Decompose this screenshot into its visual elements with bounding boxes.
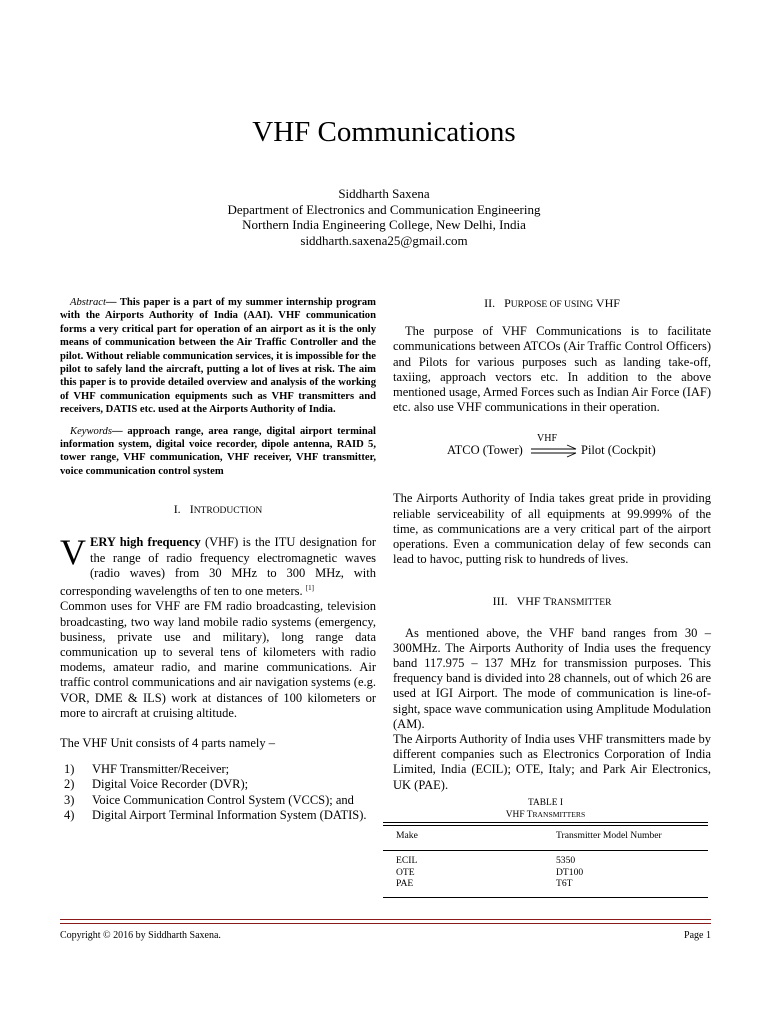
vhf-unit-parts-list bbox=[60, 762, 376, 823]
table-top-rule bbox=[383, 822, 708, 826]
intro-paragraph-3: The VHF Unit consists of 4 parts namely – bbox=[60, 736, 276, 751]
table-header-rule bbox=[383, 850, 708, 851]
list-item: 4) Digital Airport Terminal Information System (DATIS). bbox=[64, 807, 367, 822]
intro-paragraph-2: Common uses for VHF are FM radio broadcasting, television broadcasting, two way land mobile radio systems (emergency, business, private use and military), long range data communication up to several tens of kilometers with radio modems, amateur radio, and marine communications. Air traffic control communications and air navigation systems (e.g. VOR, DME & ILS) work at distances of 100 kilometers or more to aircraft at cruising altitude. bbox=[60, 599, 377, 720]
author-email: siddharth.saxena25@gmail.com bbox=[300, 232, 468, 248]
table-row: ECIL 5350 bbox=[396, 855, 576, 867]
diagram-node-pilot: Pilot (Cockpit) bbox=[581, 443, 656, 458]
diagram-node-atco: ATCO (Tower) bbox=[447, 443, 523, 458]
footer-rule bbox=[60, 919, 711, 924]
heading-rest: NTRODUCTION bbox=[193, 506, 263, 517]
heading-rest: URPOSE OF USING bbox=[510, 300, 594, 310]
table-header-model: Transmitter Model Number bbox=[556, 830, 662, 841]
abstract-label: Abstract bbox=[70, 297, 106, 308]
list-item: 1) VHF Transmitter/Receiver; bbox=[64, 762, 230, 777]
author-department: Department of Electronics and Communication Engineering bbox=[227, 201, 541, 217]
paper-title: VHF Communications bbox=[252, 116, 516, 148]
table-header-row bbox=[383, 830, 708, 841]
diagram-label-vhf: VHF bbox=[537, 433, 558, 445]
purpose-paragraph-1: The purpose of VHF Communications is to facilitate communications between ATCOs (Air Traffic Control Officers) and Pilots for various purposes such as landing take-off, taxiing, approach vectors etc. In addition to the above mentioned usage, Armed Forces such as Indian Air Force (IAF) etc. also use VHF communications in their operation. bbox=[393, 324, 711, 415]
intro-paragraph-1 bbox=[60, 532, 376, 599]
intro-lead-bold: ERY high frequency bbox=[90, 535, 201, 550]
list-item: 3) Voice Communication Control System (VCCS); and bbox=[64, 792, 354, 807]
reference-marker: [1] bbox=[305, 584, 314, 593]
heading-initial: P bbox=[504, 296, 511, 310]
heading-numeral: II. bbox=[484, 296, 496, 310]
table-caption: TABLE I bbox=[528, 798, 563, 808]
abstract bbox=[60, 296, 376, 417]
heading-initial: I bbox=[189, 502, 194, 517]
keywords-text: approach range, area range, digital airport terminal information system, digital voice recorder, dipole antenna, RAID 5, tower range, VHF communication, VHF receiver, VHF transmitter, voice communication control system bbox=[60, 425, 376, 477]
heading-rest: RANSMITTER bbox=[550, 598, 612, 609]
transmitters-table bbox=[383, 798, 708, 898]
abstract-text: This paper is a part of my summer internship program with the Airports Authority of India (AAI). VHF communication forms a very critical part for operation of an airport as it is the only means of communication between the Air Traffic Controller and the pilot. Without reliable communication services, it is impossible for the pilot to safely land the aircraft, putting a lot of lives at risk. The aim this paper is to provide detailed overview and analysis of the working of VHF communication equipments such as VHF transmitters and receivers, DATIS etc. used at the Airports Authority of India. bbox=[60, 297, 376, 416]
abstract-dash: — bbox=[105, 297, 117, 308]
keywords bbox=[60, 425, 376, 479]
section-heading-purpose bbox=[393, 296, 711, 313]
heading-numeral: I. bbox=[173, 502, 181, 517]
author-name: Siddharth Saxena bbox=[338, 186, 430, 201]
table-bottom-rule bbox=[383, 897, 708, 898]
purpose-paragraph-2: The Airports Authority of India takes great pride in providing reliable serviceability of all equipments at 99.999% of the time, as communications are a very critical part of the airport operations. Even a communication delay of few seconds can lead to havoc, putting risk to hundreds of lives. bbox=[393, 491, 711, 567]
heading-tail: VHF bbox=[593, 296, 620, 310]
table-row: PAE T6T bbox=[396, 878, 573, 890]
section-heading-transmitter bbox=[393, 594, 711, 611]
author-block bbox=[0, 186, 768, 248]
list-item: 2) Digital Voice Recorder (DVR); bbox=[64, 777, 249, 792]
heading-numeral: III. bbox=[492, 594, 508, 609]
drop-cap: V bbox=[60, 532, 86, 573]
footer-page-number: Page 1 bbox=[684, 930, 711, 941]
intro-p1-text: (VHF) is the ITU designation for the range of radio frequency electromagnetic waves (radio waves) from 30 MHz to 300 MHz, with corresponding wavelengths of ten to one meters. bbox=[60, 535, 376, 599]
table-subcaption: VHF TRANSMITTERS bbox=[505, 810, 586, 820]
communication-diagram bbox=[393, 423, 711, 475]
left-column bbox=[60, 296, 376, 823]
heading-lead: VHF bbox=[516, 594, 544, 609]
author-college: Northern India Engineering College, New Delhi, India bbox=[242, 217, 526, 232]
bidirectional-arrow-icon bbox=[529, 444, 579, 458]
section-heading-introduction bbox=[60, 502, 376, 519]
table-body bbox=[383, 855, 708, 889]
right-column bbox=[393, 296, 711, 793]
table-row: OTE DT100 bbox=[396, 866, 584, 878]
keywords-label: Keywords bbox=[70, 425, 112, 437]
keywords-dash: — bbox=[111, 425, 123, 437]
transmitter-paragraph-1: As mentioned above, the VHF band ranges from 30 – 300MHz. The Airports Authority of India uses the frequency band 117.975 – 137 MHz for transmission purposes. This frequency band is divided into 28 channels, out of which 26 are used at IGI Airport. The mode of communication is line-of-sight, space wave communication using Amplitude Modulation (AM). bbox=[393, 625, 711, 731]
table-header-make: Make bbox=[396, 830, 418, 841]
transmitter-paragraph-2: The Airports Authority of India uses VHF transmitters made by different companies such as Electronics Corporation of India Limited, India (ECIL); OTE, Italy; and Park Air Electronics, UK (PAE). bbox=[393, 732, 711, 792]
heading-initial: T bbox=[543, 594, 551, 609]
footer-copyright: Copyright © 2016 by Siddharth Saxena. bbox=[60, 930, 221, 941]
